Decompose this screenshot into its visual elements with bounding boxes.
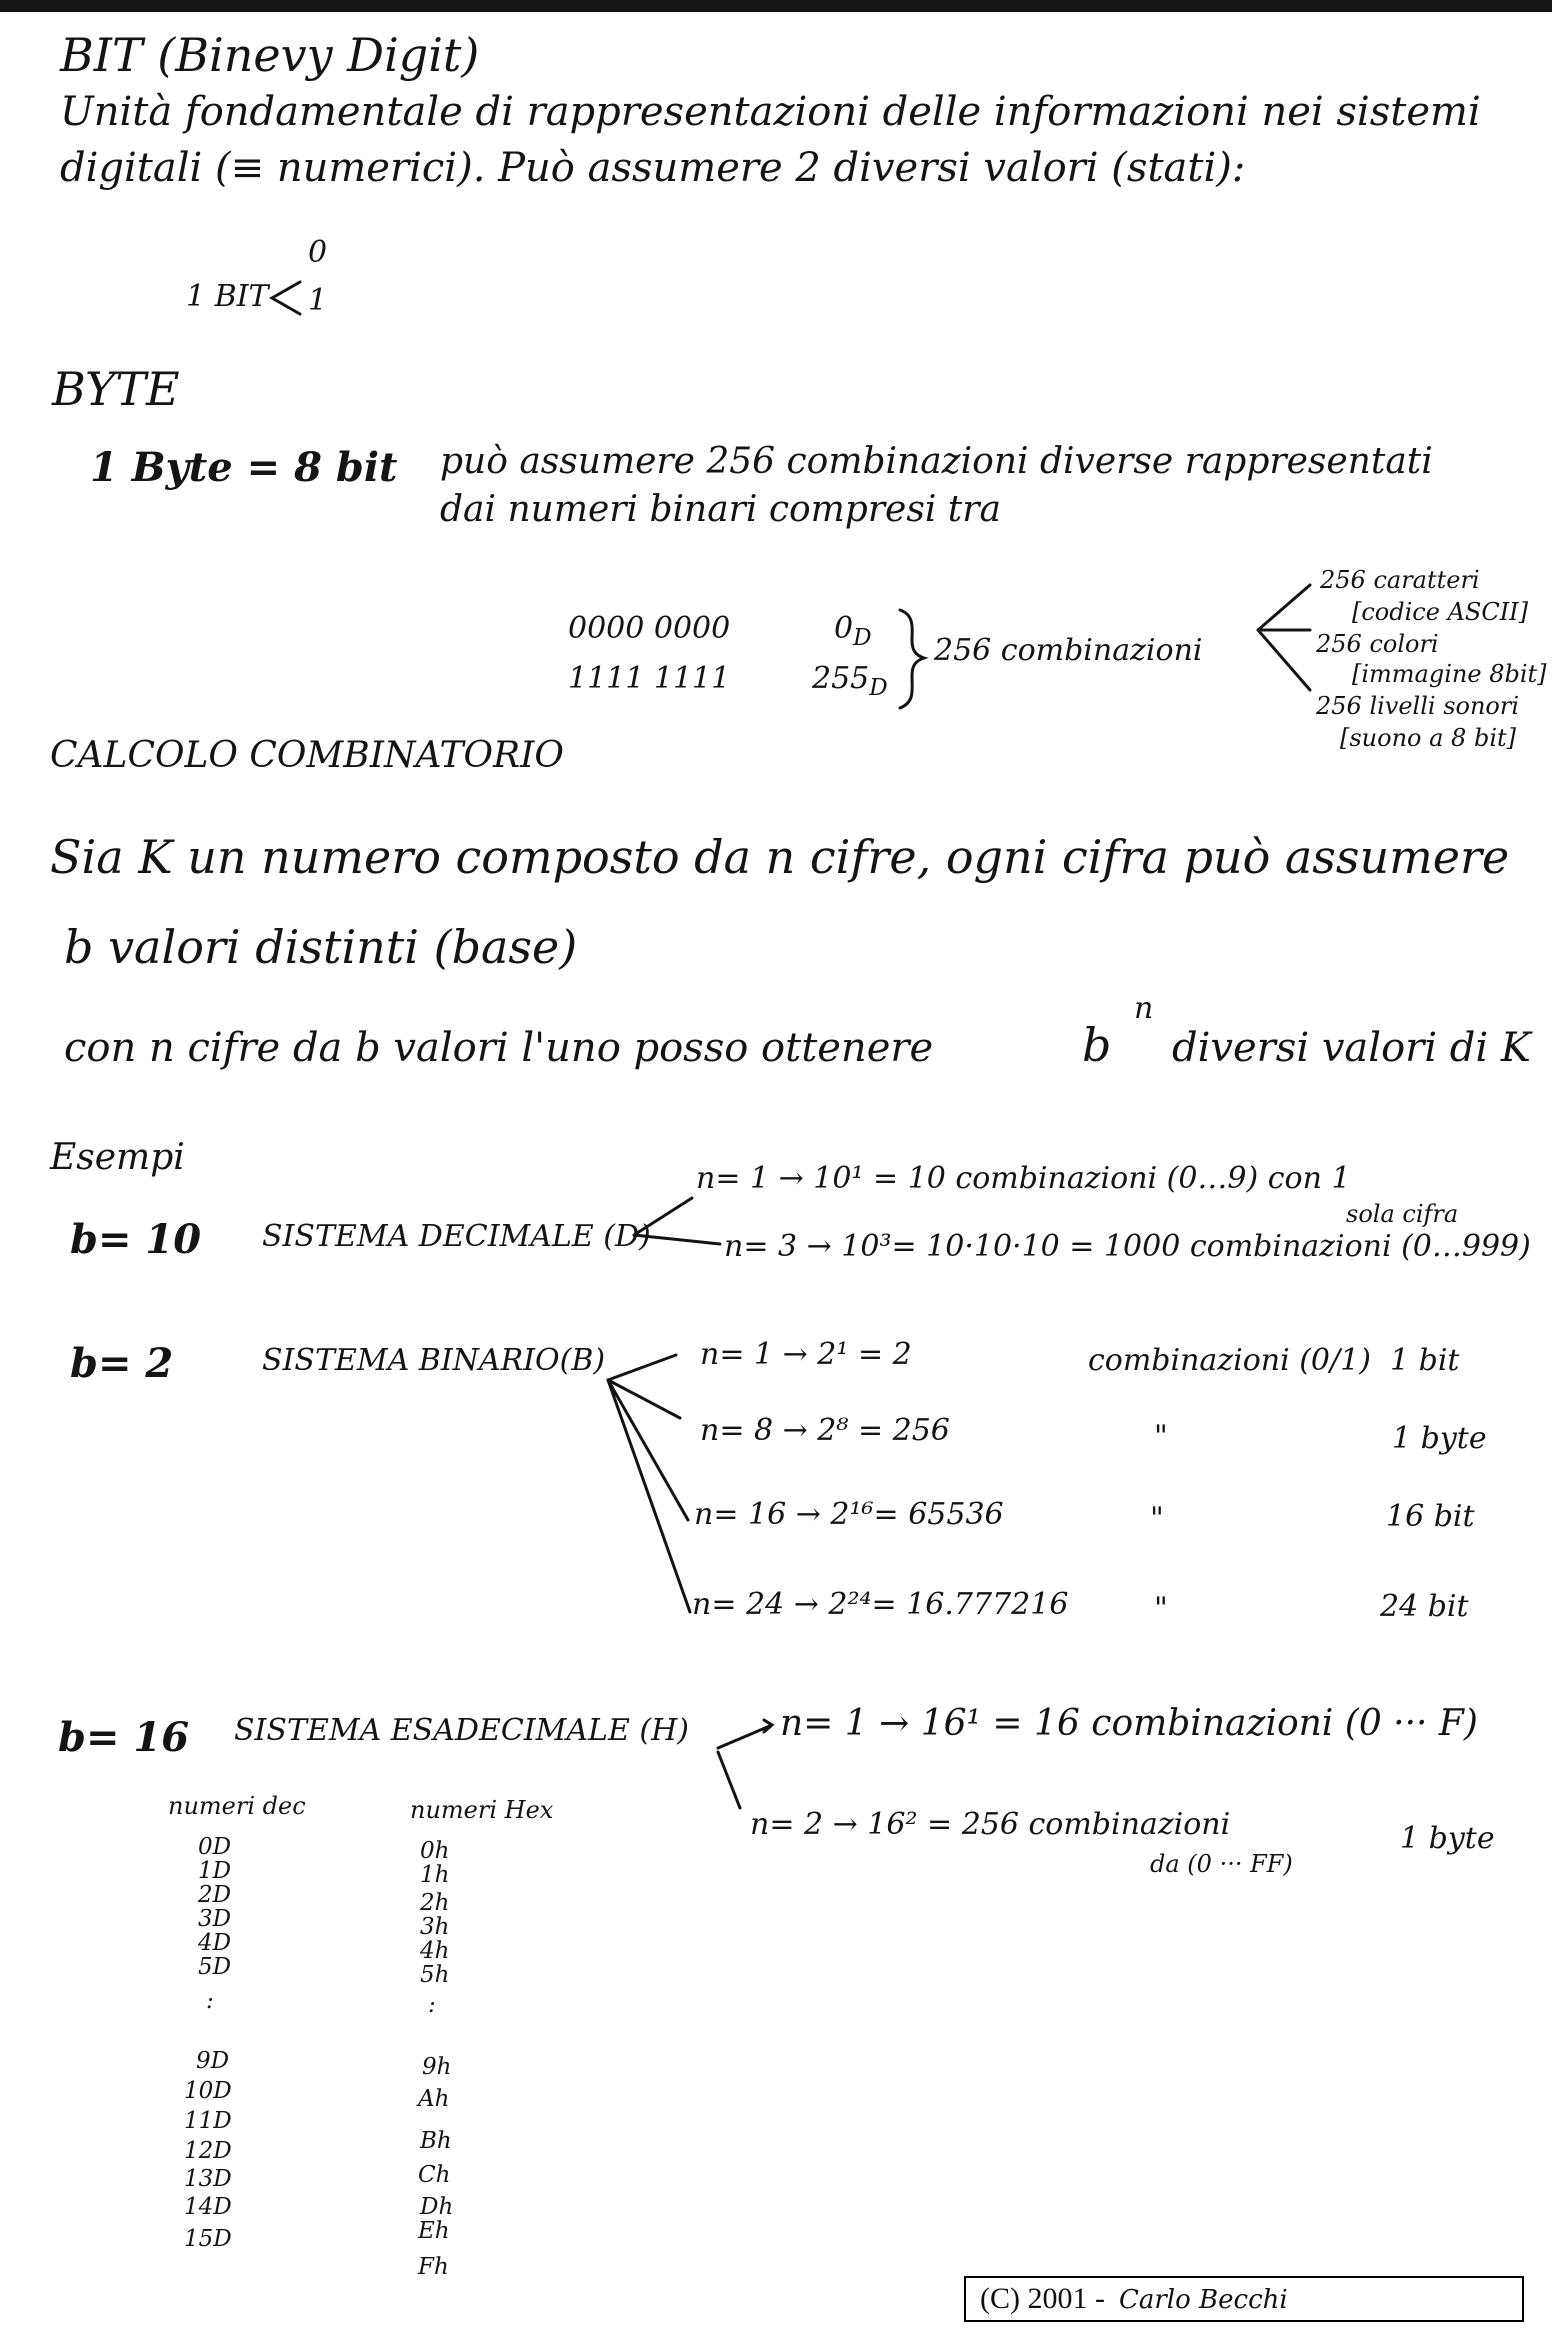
hex-table-hex-cell: Ah <box>418 2086 450 2112</box>
hex-row-1: n= 1 → 16¹ = 16 combinazioni (0 ··· F) <box>780 1703 1478 1744</box>
calcolo-power-base: b <box>1082 1018 1112 1072</box>
byte-use-colors-note: [immagine 8bit] <box>1352 660 1547 688</box>
calcolo-line-2: b valori distinti (base) <box>64 920 578 974</box>
binary-fan-lines <box>608 1355 690 1612</box>
hex-row-2-right: 1 byte <box>1400 1821 1495 1856</box>
binary-row-3-mid: " <box>1150 1501 1164 1536</box>
bit-formula-label: 1 BIT <box>186 279 269 314</box>
decimal-row-2: n= 3 → 10³= 10·10·10 = 1000 combinazioni (0…999) <box>724 1229 1531 1264</box>
calcolo-line-3: con n cifre da b valori l'uno posso ottenere <box>64 1025 934 1071</box>
byte-range-min-decimal: $0_D$ <box>834 611 872 651</box>
author-signature: Carlo Becchi <box>1118 2285 1288 2315</box>
hex-row-2-note: da (0 ··· FF) <box>1150 1850 1293 1878</box>
bit-value-zero: 0 <box>308 235 328 270</box>
hex-table-dec-cell: 14D <box>184 2194 232 2220</box>
hex-table-dec-cell: 12D <box>184 2138 232 2164</box>
hex-table-dec-cell: : <box>206 1988 214 2014</box>
hex-table-hex-cell: 9h <box>422 2054 452 2080</box>
hex-row-2-expr: n= 2 → 16² = 256 combinazioni <box>750 1807 1231 1842</box>
byte-description-line-1: può assumere 256 combinazioni diverse rappresentati <box>440 441 1433 482</box>
copyright-box <box>964 2276 1524 2322</box>
byte-combinations-label: 256 combinazioni <box>934 633 1203 668</box>
bit-chevron-icon <box>272 282 300 314</box>
hex-table-hex-cell: : <box>428 1992 436 2018</box>
bit-description-line-2: digitali (≡ numerici). Può assumere 2 diversi valori (stati): <box>60 145 1246 191</box>
byte-definition: 1 Byte = 8 bit <box>90 444 398 491</box>
hex-table-dec-cell: 2D <box>198 1882 232 1908</box>
byte-use-characters: 256 caratteri <box>1320 566 1480 594</box>
binary-row-1-mid: combinazioni (0/1) <box>1088 1343 1371 1378</box>
byte-use-characters-note: [codice ASCII] <box>1352 598 1529 626</box>
hex-table-dec-cell: 3D <box>198 1906 232 1932</box>
hex-table-dec-cell: 15D <box>184 2226 232 2252</box>
binary-row-4-right: 24 bit <box>1380 1589 1469 1624</box>
hex-table-dec-cell: 1D <box>198 1858 232 1884</box>
calcolo-title: CALCOLO COMBINATORIO <box>50 735 564 776</box>
bit-description-line-1: Unità fondamentale di rappresentazioni delle informazioni nei sistemi <box>60 89 1481 135</box>
binary-row-2-expr: n= 8 → 2⁸ = 256 <box>700 1413 950 1448</box>
binary-row-2-right: 1 byte <box>1392 1421 1487 1456</box>
byte-title: BYTE <box>52 362 180 416</box>
decimal-row-1: n= 1 → 10¹ = 10 combinazioni (0…9) con 1 <box>696 1161 1351 1196</box>
byte-range-min-binary: 0000 0000 <box>568 611 731 646</box>
hex-table-hex-cell: 2h <box>420 1890 450 1916</box>
hex-table-hex-cell: 1h <box>420 1862 450 1888</box>
hex-table-hex-cell: Fh <box>418 2254 449 2280</box>
binary-row-4-expr: n= 24 → 2²⁴= 16.777216 <box>692 1587 1069 1622</box>
calcolo-power-exponent: n <box>1134 991 1154 1026</box>
hex-table-dec-cell: 0D <box>198 1834 232 1860</box>
copyright-text: (C) 2001 - <box>980 2282 1105 2315</box>
decimal-system-label: SISTEMA DECIMALE (D) <box>262 1219 651 1254</box>
hex-table-hex-cell: Eh <box>418 2218 450 2244</box>
hex-table-dec-cell: 10D <box>184 2078 232 2104</box>
hex-table-dec-cell: 5D <box>198 1954 232 1980</box>
decimal-row-1-note: sola cifra <box>1346 1200 1459 1228</box>
byte-use-sound-note: [suono a 8 bit] <box>1340 724 1517 752</box>
hex-arrow-lines <box>718 1720 772 1808</box>
calcolo-line-1: Sia K un numero composto da n cifre, ogni cifra può assumere <box>50 830 1510 884</box>
hex-system-label: SISTEMA ESADECIMALE (H) <box>234 1713 689 1748</box>
binary-row-3-right: 16 bit <box>1386 1499 1475 1534</box>
bit-value-one: 1 <box>308 283 328 318</box>
decimal-base: b= 10 <box>70 1216 202 1263</box>
byte-range-max-binary: 1111 1111 <box>568 661 731 696</box>
binary-row-1-right: 1 bit <box>1390 1343 1460 1378</box>
hex-table-hex-cell: 5h <box>420 1962 450 1988</box>
hex-table-hex-cell: Bh <box>420 2128 452 2154</box>
byte-range-max-decimal: $255_D$ <box>812 661 888 701</box>
byte-use-colors: 256 colori <box>1316 630 1439 658</box>
hex-table-hex-cell: Ch <box>418 2162 451 2188</box>
byte-description-line-2: dai numeri binari compresi tra <box>440 489 1001 530</box>
bit-title: BIT (Binevy Digit) <box>60 28 480 82</box>
hex-table-dec-cell: 11D <box>184 2108 232 2134</box>
binary-row-1-expr: n= 1 → 2¹ = 2 <box>700 1337 912 1372</box>
hex-table-header-hex: numeri Hex <box>410 1796 554 1824</box>
byte-use-sound: 256 livelli sonori <box>1316 692 1520 720</box>
hex-table-hex-cell: Dh <box>420 2194 454 2220</box>
byte-fan-lines <box>1258 585 1310 690</box>
hex-table-hex-cell: 3h <box>420 1914 450 1940</box>
hex-table-dec-cell: 13D <box>184 2166 232 2192</box>
hex-table-header-dec: numeri dec <box>168 1792 306 1820</box>
calcolo-line-3-end: diversi valori di K <box>1172 1025 1531 1071</box>
hex-table-hex-cell: 4h <box>420 1938 450 1964</box>
binary-base: b= 2 <box>70 1340 174 1387</box>
hex-base: b= 16 <box>58 1714 190 1761</box>
hex-table-hex-cell: 0h <box>420 1838 450 1864</box>
binary-row-3-expr: n= 16 → 2¹⁶= 65536 <box>694 1497 1004 1532</box>
hex-table-dec-cell: 9D <box>196 2048 230 2074</box>
binary-row-4-mid: " <box>1154 1591 1168 1626</box>
esempi-title: Esempi <box>50 1137 185 1178</box>
byte-brace-icon <box>900 610 924 708</box>
binary-system-label: SISTEMA BINARIO(B) <box>262 1343 606 1378</box>
hex-table-dec-cell: 4D <box>198 1930 232 1956</box>
binary-row-2-mid: " <box>1154 1419 1168 1454</box>
